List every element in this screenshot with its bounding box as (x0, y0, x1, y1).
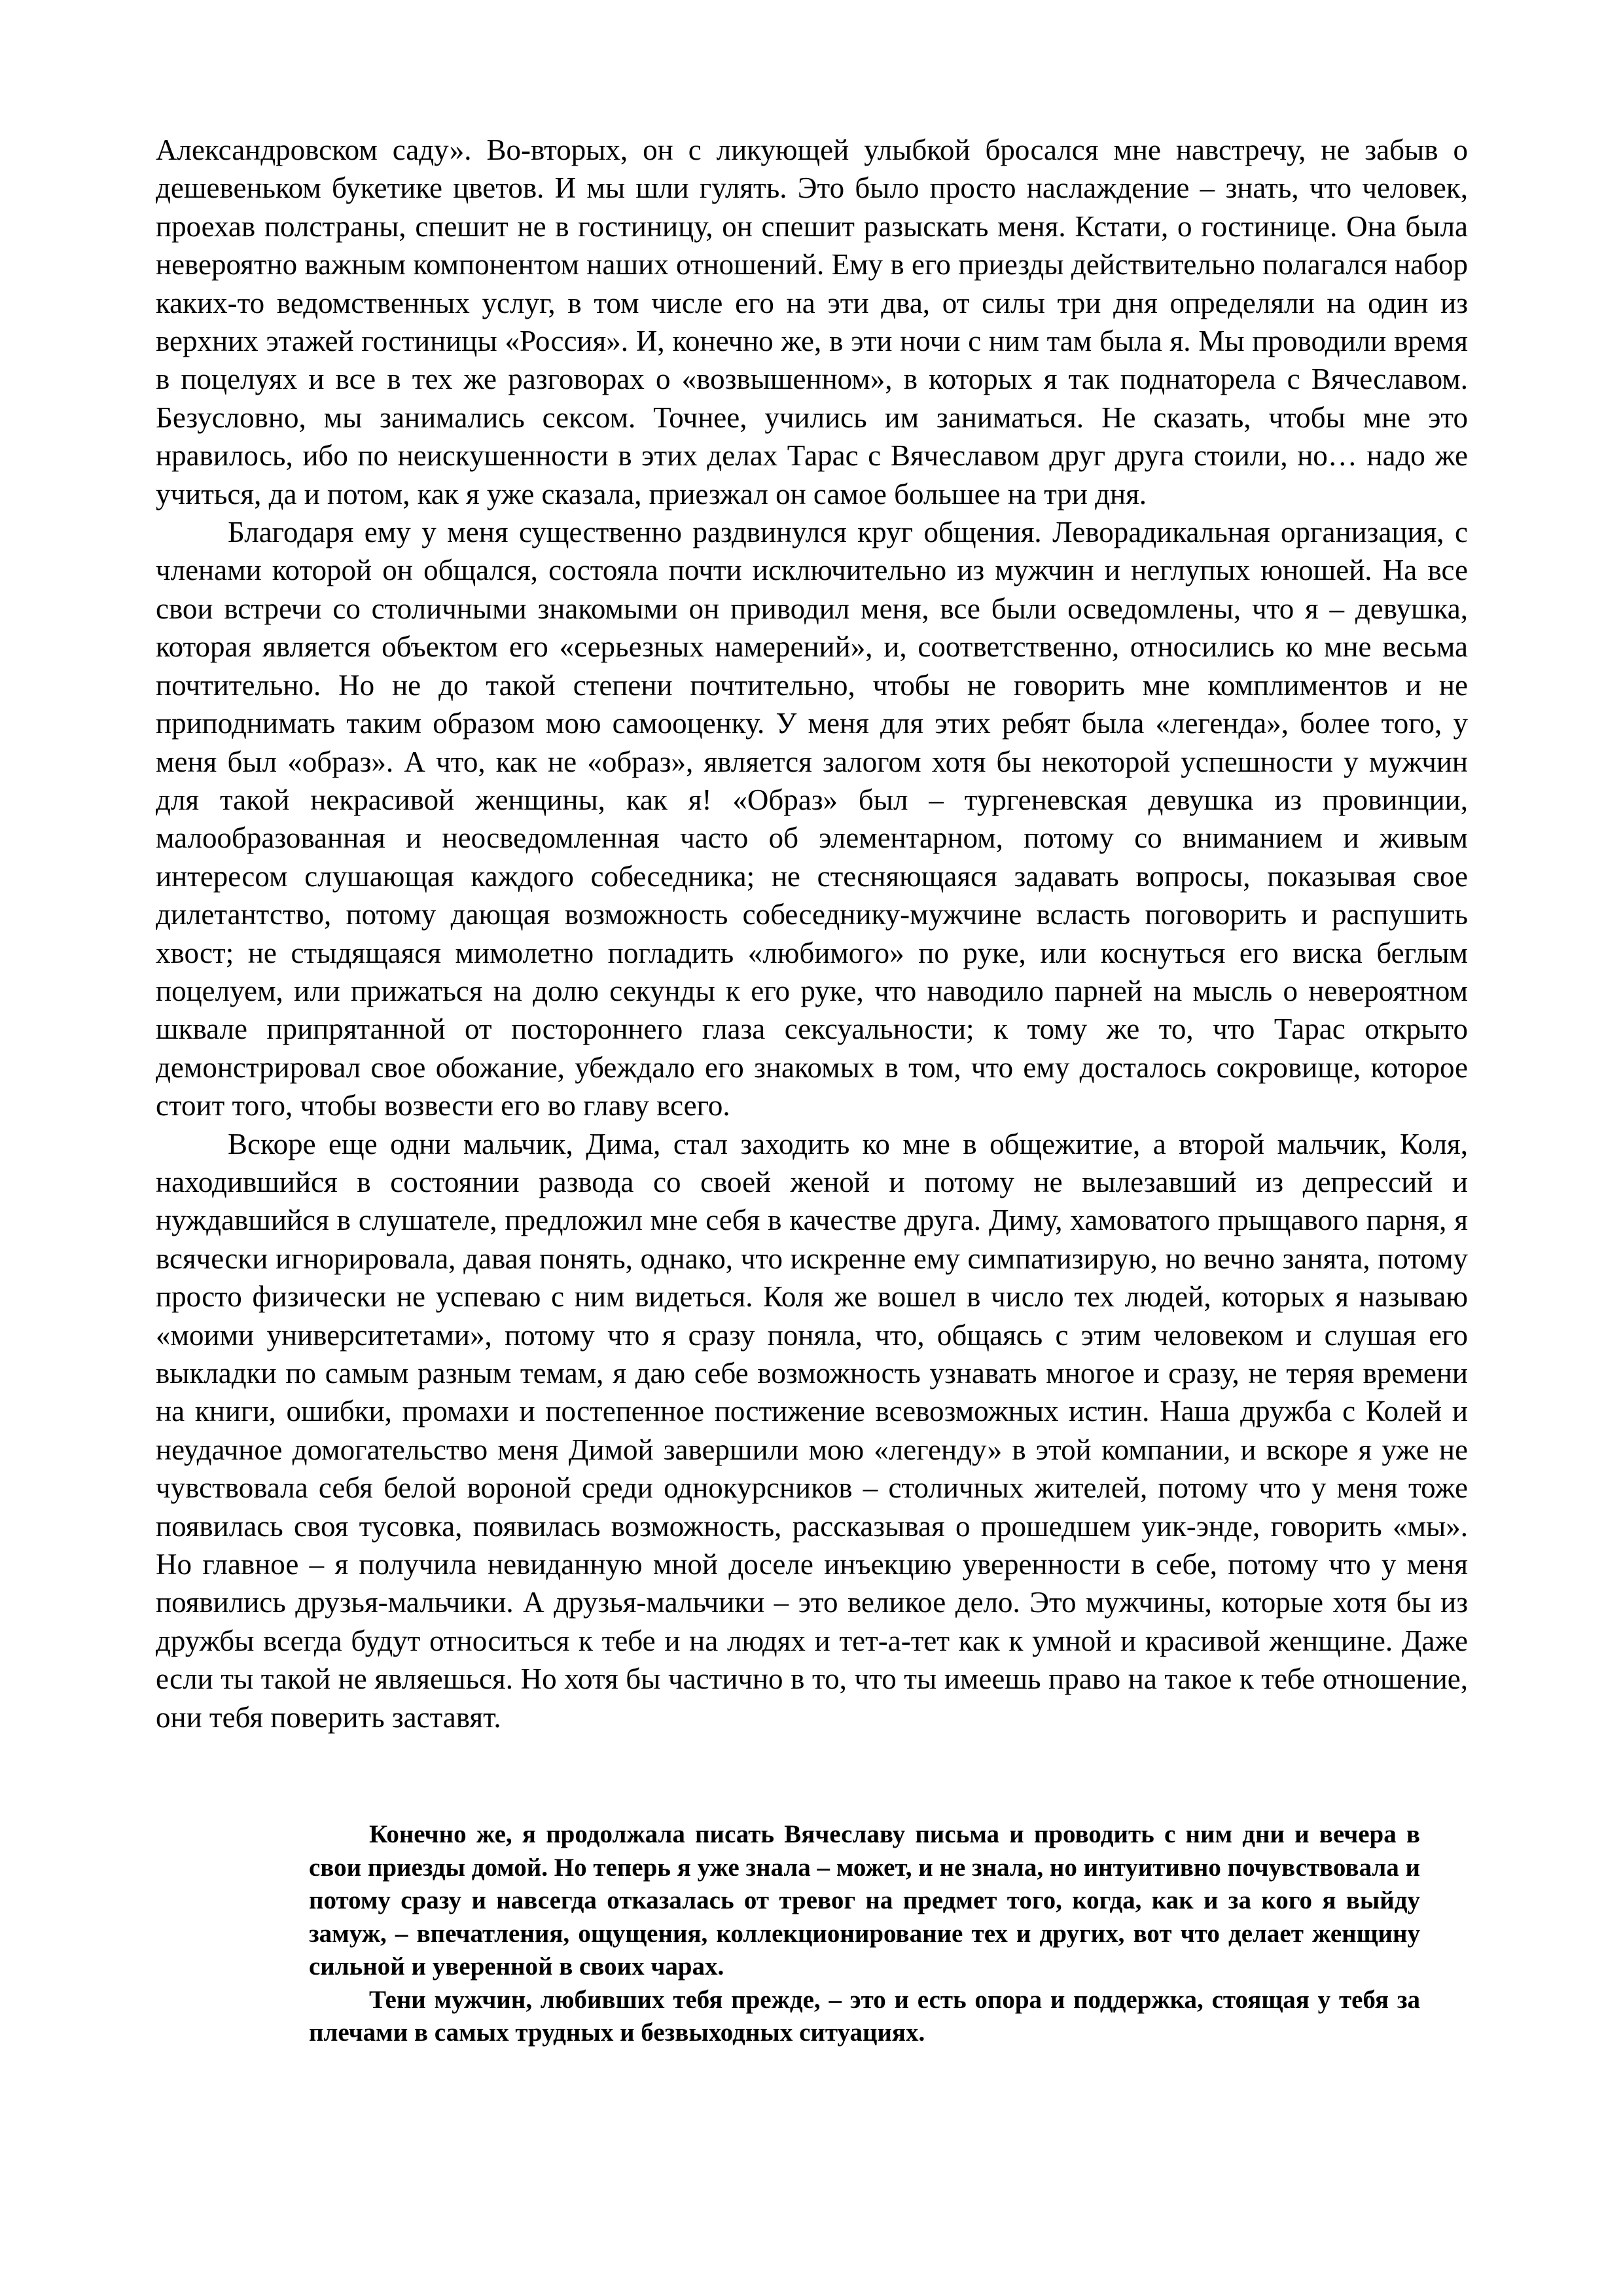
epigraph-paragraph-1: Конечно же, я продолжала писать Вячеславу письма и проводить с ним дни и вечера в свои приезды домой. Но теперь я уже знала – может, и не знала, но интуитивно почувствовала и потому сразу и навсегда отказалась от тревог на предмет того, когда, как и за кого я выйду замуж, – впечатления, ощущения, коллекционирование тех и других, вот что делает женщину сильной и уверенной в своих чарах. (309, 1820, 1420, 1981)
body-text (156, 131, 1468, 1736)
paragraph-1: Александровском саду». Во-вторых, он с ликующей улыбкой бросался мне навстречу, не забыв о дешевеньком букетике цветов. И мы шли гулять. Это было просто наслаждение – знать, что человек, проехав полстраны, спешит не в гостиницу, он спешит разыскать меня. Кстати, о гостинице. Она была невероятно важным компонентом наших отношений. Ему в его приезды действительно полагался набор каких-то ведомственных услуг, в том числе его на эти два, от силы три дня определяли на один из верхних этажей гостиницы «Россия». И, конечно же, в эти ночи с ним там была я. Мы проводили время в поцелуях и все в тех же разговорах о «возвышенном», в которых я так поднаторела с Вячеславом. Безусловно, мы занимались сексом. Точнее, учились им заниматься. Не сказать, чтобы мне это нравилось, ибо по неискушенности в этих делах Тарас с Вячеславом друг друга стоили, но… надо же учиться, да и потом, как я уже сказала, приезжал он самое большее на три дня. (156, 134, 1468, 511)
bold-epigraph (309, 1818, 1420, 2050)
paragraph-3: Вскоре еще одни мальчик, Дима, стал заходить ко мне в общежитие, а второй мальчик, Коля, находившийся в состоянии развода со своей женой и потому не вылезавший из депрессий и нуждавшийся в слушателе, предложил мне себя в качестве друга. Диму, хамоватого прыщавого парня, я всячески игнорировала, давая понять, однако, что искренне ему симпатизирую, но вечно занята, потому просто физически не успеваю с ним видеться. Коля же вошел в число тех людей, которых я называю «моими университетами», потому что я сразу поняла, что, общаясь с этим человеком и слушая его выкладки по самым разным темам, я даю себе возможность узнавать многое и сразу, не теряя времени на книги, ошибки, промахи и постепенное постижение всевозможных истин. Наша дружба с Колей и неудачное домогательство меня Димой завершили мою «легенду» в этой компании, и вскоре я уже не чувствовала себя белой вороной среди однокурсников – столичных жителей, потому что у меня тоже появилась своя тусовка, появилась возможность, рассказывая о прошедшем уик-энде, говорить «мы». Но главное – я получила невиданную мной доселе инъекцию уверенности в себе, потому что у меня появились друзья-мальчики. А друзья-мальчики – это великое дело. Это мужчины, которые хотя бы из дружбы всегда будут относиться к тебе и на людях и тет-а-тет как к умной и красивой женщине. Даже если ты такой не являешься. Но хотя бы частично в то, что ты имеешь право на такое к тебе отношение, они тебя поверить заставят. (156, 1127, 1468, 1734)
epigraph-paragraph-2: Тени мужчин, любивших тебя прежде, – это и есть опора и поддержка, стоящая у тебя за плечами в самых трудных и безвыходных ситуациях. (309, 1985, 1420, 2047)
paragraph-2: Благодаря ему у меня существенно раздвинулся круг общения. Леворадикальная организация, с членами которой он общался, состояла почти исключительно из мужчин и неглупых юношей. На все свои встречи со столичными знакомыми он приводил меня, все были осведомлены, что я – девушка, которая является объектом его «серьезных намерений», и, соответственно, относились ко мне весьма почтительно. Но не до такой степени почтительно, чтобы не говорить мне комплиментов и не приподнимать таким образом мою самооценку. У меня для этих ребят была «легенда», более того, у меня был «образ». А что, как не «образ», является залогом хотя бы некоторой успешности у мужчин для такой некрасивой женщины, как я! «Образ» был – тургеневская девушка из провинции, малообразованная и неосведомленная часто об элементарном, потому со вниманием и живым интересом слушающая каждого собеседника; не стесняющаяся задавать вопросы, показывая свое дилетантство, потому дающая возможность собеседнику-мужчине всласть поговорить и распушить хвост; не стыдящаяся мимолетно погладить «любимого» по руке, или коснуться его виска беглым поцелуем, или прижаться на долю секунды к его руке, что наводило парней на мысль о невероятном шквале припрятанной от постороннего глаза сексуальности; к тому же то, что Тарас открыто демонстрировал свое обожание, убеждало его знакомых в том, что ему досталось сокровище, которое стоит того, чтобы возвести его во главу всего. (156, 516, 1468, 1122)
